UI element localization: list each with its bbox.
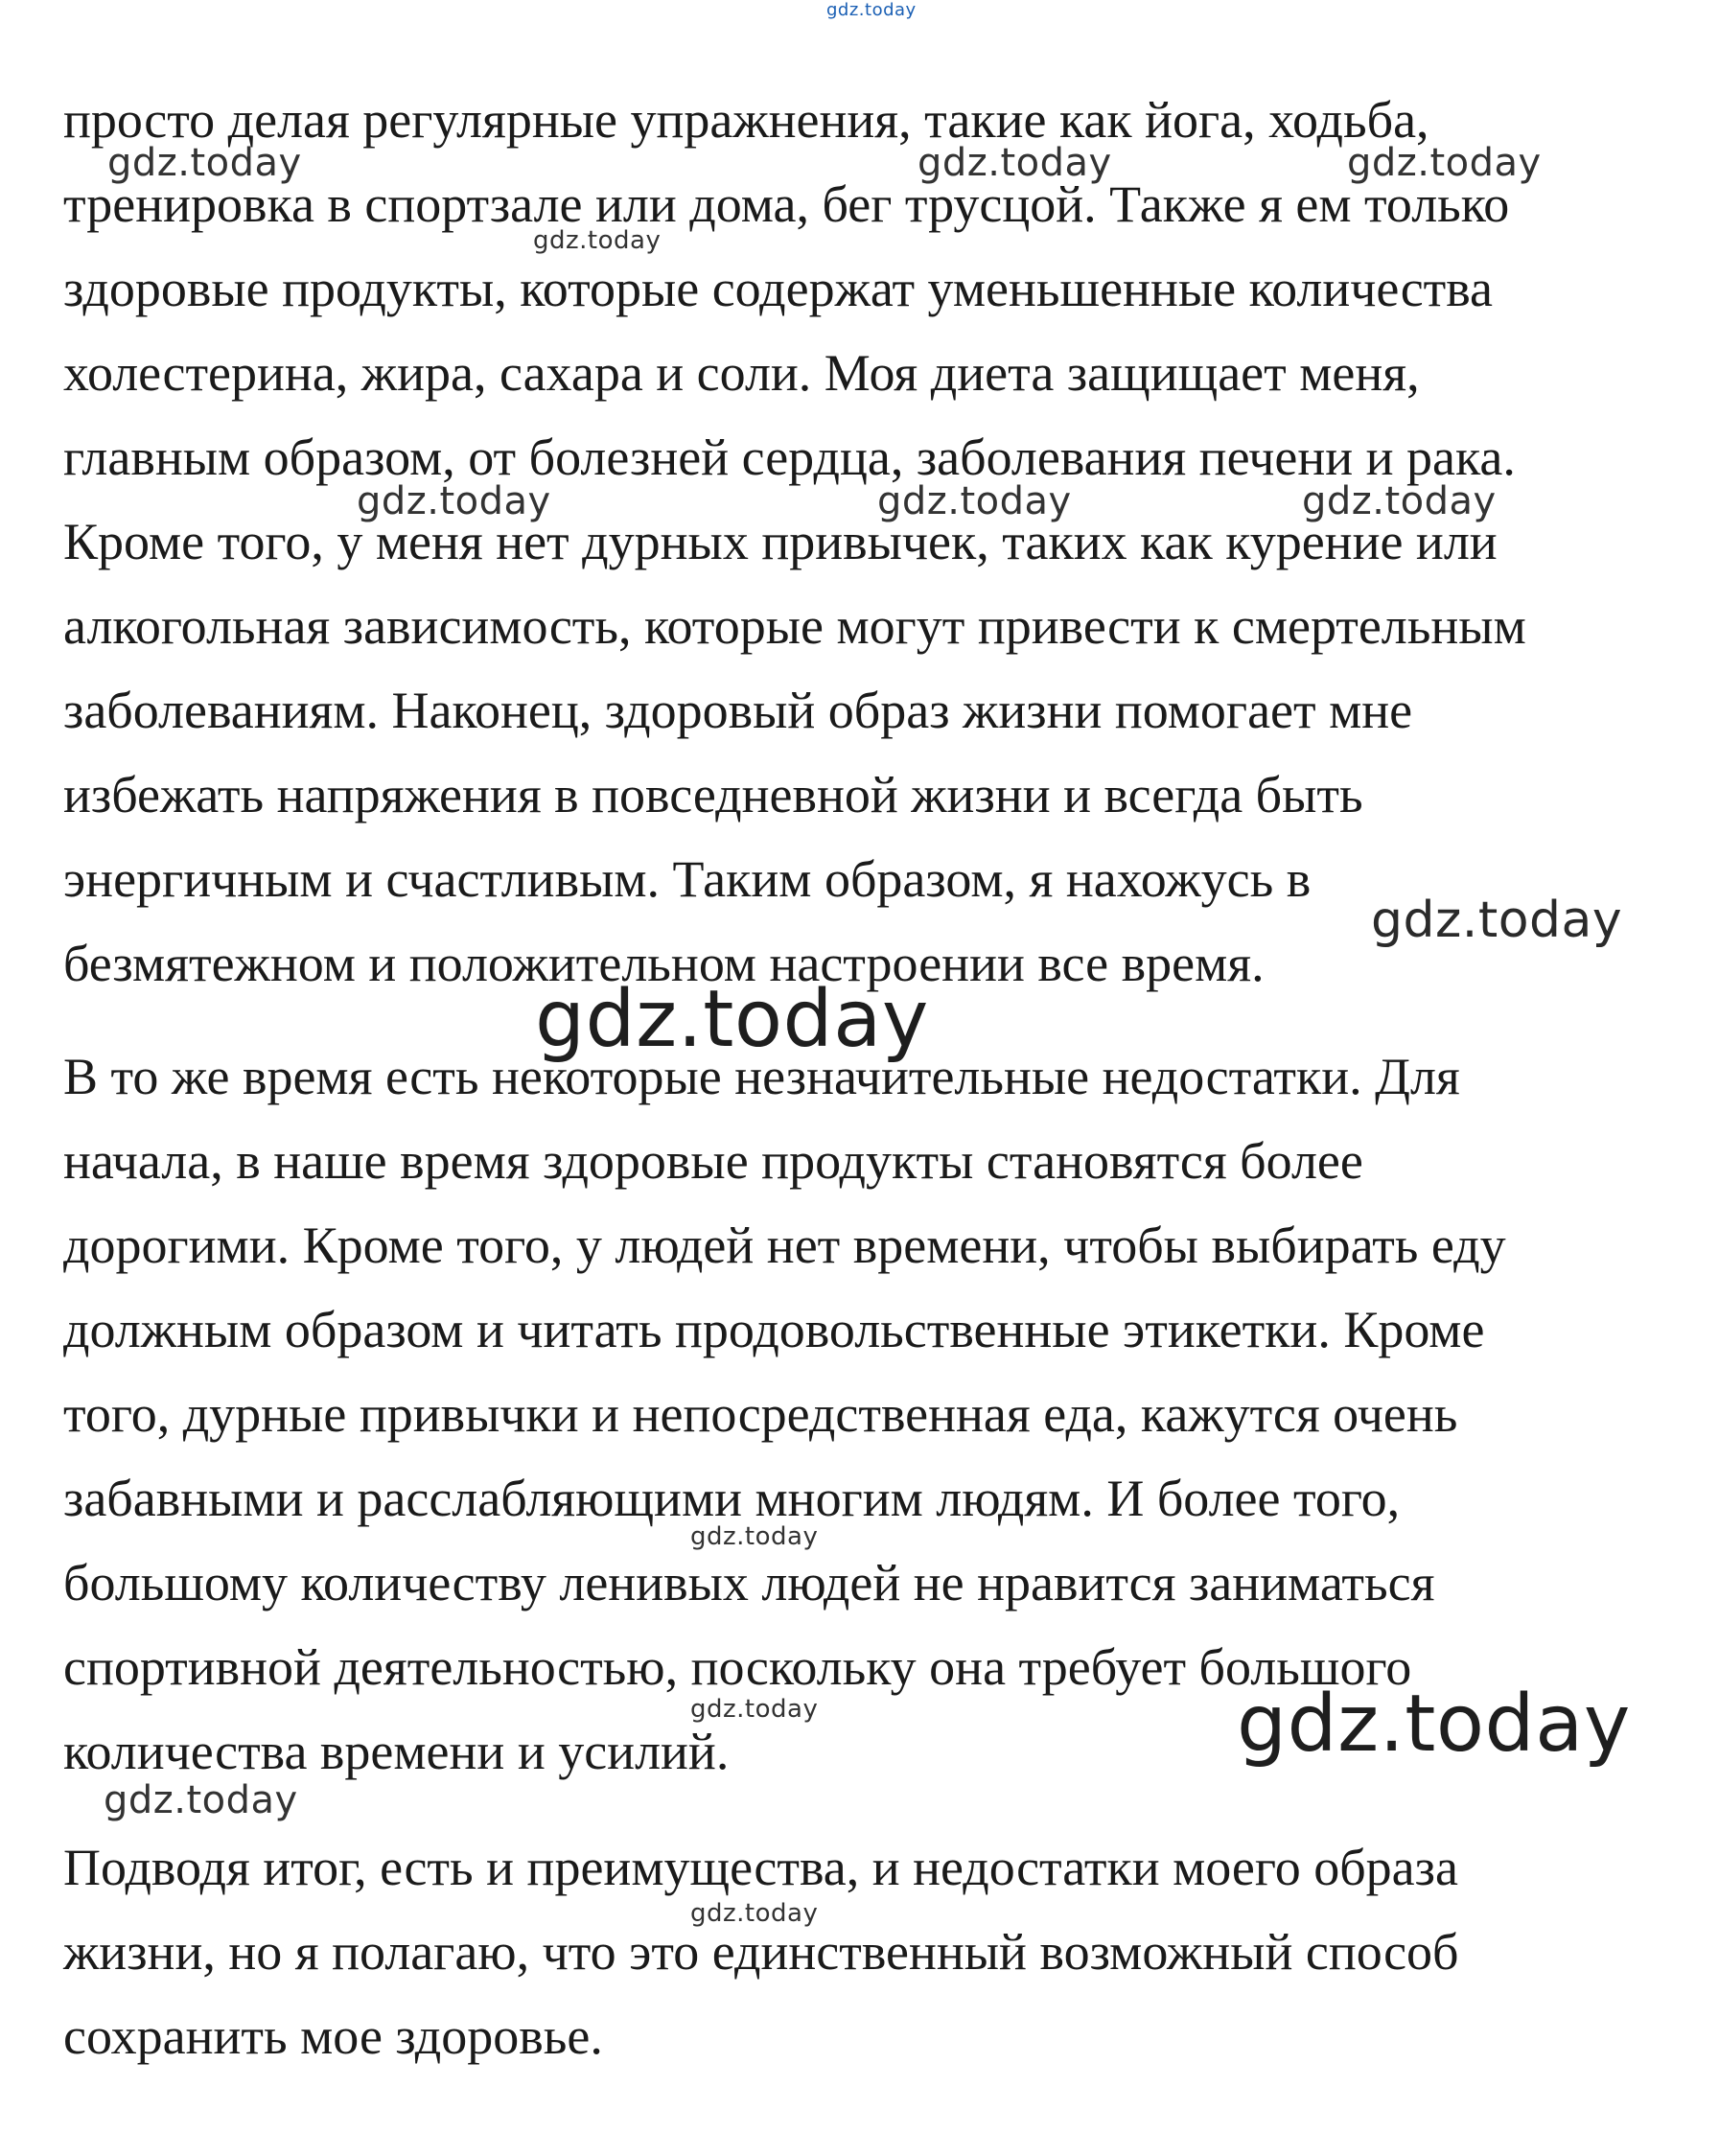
watermark-top: gdz.today	[826, 0, 917, 20]
paragraph-1	[63, 78, 1693, 1006]
watermark: gdz.today	[1371, 892, 1623, 949]
text-line: большому количеству ленивых людей не нравится заниматься	[63, 1554, 1435, 1611]
text-line: энергичным и счастливым. Таким образом, я нахожусь в	[63, 850, 1312, 908]
watermark: gdz.today	[918, 141, 1112, 185]
text-line: должным образом и читать продовольственные этикетки. Кроме	[63, 1301, 1485, 1358]
watermark-large: gdz.today	[1237, 1679, 1631, 1770]
paragraph-3	[63, 1825, 1693, 2078]
text-line: холестерина, жира, сахара и соли. Моя диета защищает меня,	[63, 344, 1420, 402]
text-line: главным образом, от болезней сердца, заболевания печени и рака.	[63, 429, 1516, 486]
text-line: безмятежном и положительном настроении все время.	[63, 935, 1265, 992]
watermark: gdz.today	[690, 1522, 819, 1551]
text-line: алкогольная зависимость, которые могут привести к смертельным	[63, 597, 1526, 655]
watermark: gdz.today	[690, 1695, 819, 1724]
text-line: забавными и расслабляющими многим людям. И более того,	[63, 1470, 1401, 1527]
text-line: Кроме того, у меня нет дурных привычек, таких как курение или	[63, 513, 1498, 570]
text-line: просто делая регулярные упражнения, такие как йога, ходьба,	[63, 91, 1429, 149]
watermark: gdz.today	[877, 479, 1072, 523]
watermark-large: gdz.today	[535, 974, 929, 1065]
text-line: дорогими. Кроме того, у людей нет времени, чтобы выбирать еду	[63, 1217, 1506, 1274]
text-line: избежать напряжения в повседневной жизни и всегда быть	[63, 766, 1363, 823]
watermark: gdz.today	[1302, 479, 1497, 523]
watermark: gdz.today	[104, 1778, 298, 1822]
watermark: gdz.today	[107, 141, 302, 185]
text-line: количества времени и усилий.	[63, 1723, 730, 1780]
watermark: gdz.today	[357, 479, 551, 523]
text-line: начала, в наше время здоровые продукты становятся более	[63, 1132, 1363, 1190]
watermark: gdz.today	[533, 226, 662, 255]
text-line: Подводя итог, есть и преимущества, и недостатки моего образа	[63, 1839, 1458, 1896]
watermark: gdz.today	[1347, 141, 1542, 185]
text-line: того, дурные привычки и непосредственная еда, кажутся очень	[63, 1385, 1458, 1443]
text-line: спортивной деятельностью, поскольку она требует большого	[63, 1638, 1412, 1696]
text-line: здоровые продукты, которые содержат уменьшенные количества	[63, 260, 1494, 317]
text-line: В то же время есть некоторые незначительные недостатки. Для	[63, 1048, 1460, 1105]
text-line: сохранить мое здоровье.	[63, 2007, 603, 2065]
watermark: gdz.today	[690, 1899, 819, 1928]
text-line: тренировка в спортзале или дома, бег трусцой. Также я ем только	[63, 175, 1510, 233]
text-line: жизни, но я полагаю, что это единственный возможный способ	[63, 1923, 1459, 1981]
text-line: заболеваниям. Наконец, здоровый образ жизни помогает мне	[63, 682, 1413, 739]
